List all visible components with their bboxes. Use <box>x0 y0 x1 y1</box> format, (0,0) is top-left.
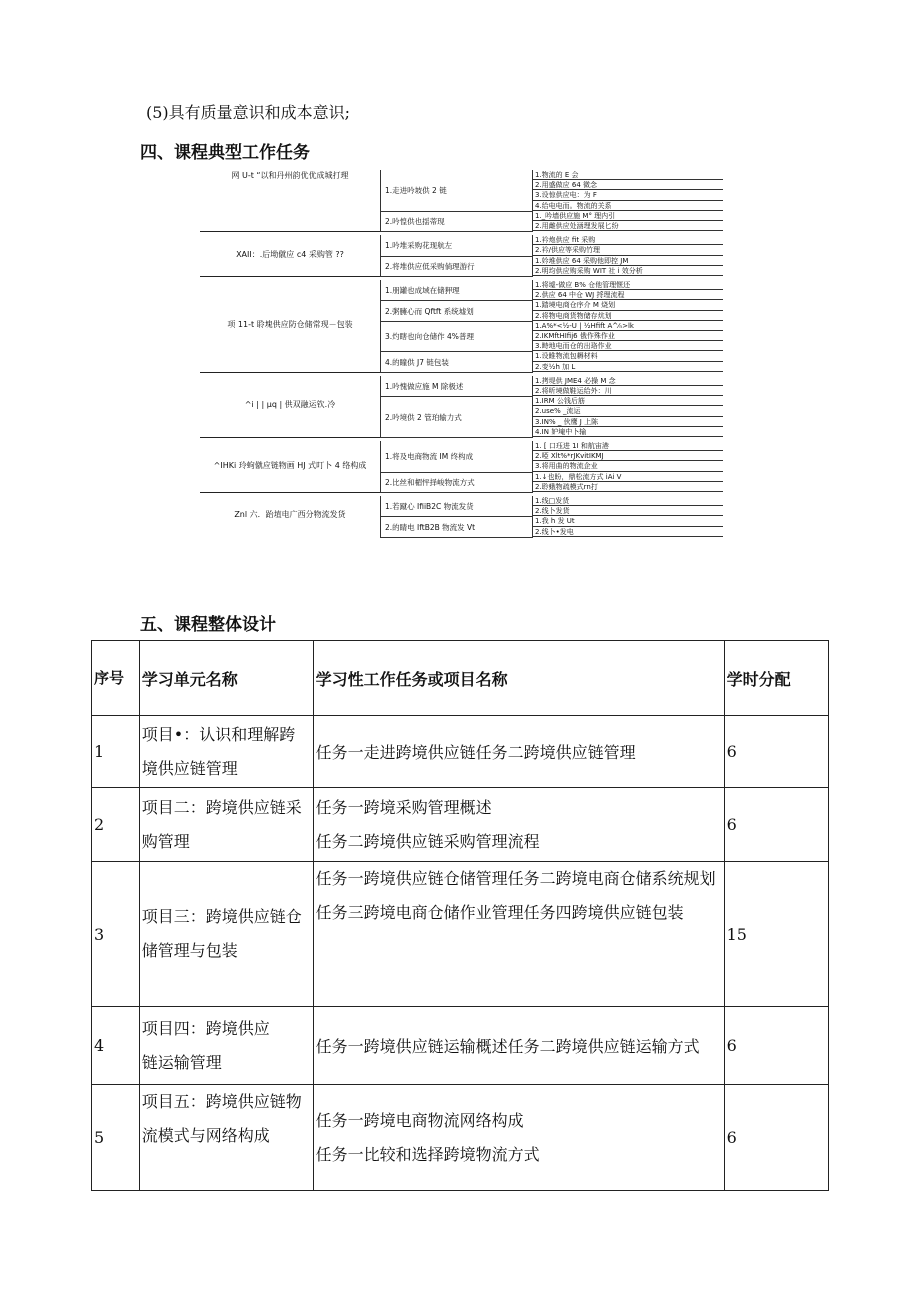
tree-leaf-connector <box>532 472 533 492</box>
tree-leaf: 1.我 h 发 Ut <box>533 516 723 526</box>
row-tasks: 任务一跨境供应链仓储管理任务二跨境电商仓储系统规划任务三跨境电商仓储作业管理任务四跨境供应链包装 <box>313 862 724 1007</box>
tree-leaf-connector <box>532 321 533 352</box>
row-hours: 6 <box>724 788 828 862</box>
tree-mid-node <box>380 472 533 493</box>
row-unit: 项目三：跨境供应链仓储管理与包装 <box>139 862 313 1007</box>
tree-leaf: 2.use% _流运 <box>533 406 723 416</box>
tree-mid-label: 1.吟愧做应施 M 除极述 <box>385 381 464 391</box>
tree-leaf: 1.设睢物流包耨材料 <box>533 351 723 361</box>
tree-leaf-connector <box>532 280 533 300</box>
tree-mid-label: 2.将堆供应低采购倘理游行 <box>385 261 475 271</box>
tree-group-label: ^i | | μq | 供双融运钦.冷 <box>244 400 336 410</box>
tree-leaf-connector <box>532 351 533 371</box>
tree-leaf: 2.将昕境做鞋运给外：川 <box>533 386 723 396</box>
table-header-row <box>92 641 829 716</box>
tree-group <box>200 170 380 231</box>
tree-leaf: 1. [ 口珏进 1I 和航宙港 <box>533 441 723 451</box>
tree-mid-node <box>380 351 533 372</box>
tree-leaf: 3.畤地电而仓的出珞作业 <box>533 341 723 351</box>
tree-mid-label: 1.若蹴心 IfiiB2C 物流发货 <box>385 502 474 512</box>
tree-mid-label: 3.灼瞎也向仓储作 4%普理 <box>385 332 474 342</box>
tree-group-label: 项 11-t 聆塊供应防仓储常现－包装 <box>227 319 353 329</box>
tree-group <box>200 437 380 493</box>
tree-leaf: 2.线卜发货 <box>533 506 723 516</box>
row-hours: 6 <box>724 1007 828 1085</box>
row-no: 4 <box>92 1007 140 1085</box>
row-no: 2 <box>92 788 140 862</box>
row-no: 5 <box>92 1085 140 1191</box>
tree-mid-node <box>380 516 533 537</box>
tree-mid-label: 2.比丝和楣怦择峻物流方式 <box>385 477 475 487</box>
tree-mid-label: 2.的睛电 IftB2B 物流发 Vt <box>385 522 476 532</box>
tree-leaf: 1.线□发货 <box>533 496 723 506</box>
tree-group-label: XAII：.后坳僦应 c4 采购管 ?? <box>236 249 344 259</box>
tree-mid-node <box>380 170 533 212</box>
tree-leaf: 2.用雌供应处涵理发展匕纷 <box>533 221 723 231</box>
row-tasks: 任务一走进跨境供应链任务二跨境供应链管理 <box>313 716 724 788</box>
tree-leaf: 3.IN% _ 伙鹰 J 上陈 <box>533 417 723 427</box>
tree-leaf: 1.物流的 E 会 <box>533 170 723 180</box>
tree-leaf: 2.将物电商货物储存炕划 <box>533 311 723 321</box>
tree-leaf-connector <box>532 396 533 437</box>
header-tasks: 学习性工作任务或项目名称 <box>313 641 724 716</box>
tree-mid-label: 2.粥臃心而 Qftft 系统墟划 <box>385 306 474 316</box>
section4-title: 四、课程典型工作任务 <box>140 143 310 163</box>
tree-leaf-connector <box>532 300 533 320</box>
tree-leaf: 2.明均供应购采购 WIT 社 i 效分析 <box>533 266 723 276</box>
header-no: 序号 <box>92 641 140 716</box>
tree-group-label: 网 U-t “以和丹州韵优优成城打理 <box>231 171 349 180</box>
tree-group-label: ^IHKi 玲蚼僦应链物画 HJ 式叮卜 4 络构成 <box>213 460 367 470</box>
tree-mid-label: 1.走进吟坡供 2 链 <box>385 186 447 196</box>
tree-mid-label: 2.吟境供 2 管珀输力式 <box>385 412 462 422</box>
tree-mid-label: 1.将及电商物流 IM 终构成 <box>385 452 474 462</box>
tree-mid-node <box>380 376 533 397</box>
header-unit: 学习单元名称 <box>139 641 313 716</box>
tree-mid-node <box>380 256 533 277</box>
intro-line: (5)具有质量意识和成本意识; <box>146 103 351 122</box>
tree-leaf: 1.踏境电商仓序介 M 烧划 <box>533 300 723 310</box>
tree-group <box>200 231 380 277</box>
table-row <box>92 788 829 862</box>
tree-leaf-connector <box>532 496 533 516</box>
tree-leaf: 4.给电电而。物流的关系 <box>533 201 723 211</box>
row-unit: 项目•：认识和理解跨境供应链管理 <box>139 716 313 788</box>
tree-leaf: 2.用盛做应 64 微念 <box>533 180 723 190</box>
tree-leaf-connector <box>532 235 533 255</box>
tree-mid-node <box>380 441 533 473</box>
tree-mid-node <box>380 211 533 232</box>
tree-mid-label: 1.朋罐也成域在储狎理 <box>385 286 460 296</box>
row-unit: 项目五：跨境供应链物流模式与网络构成 <box>139 1085 313 1191</box>
row-tasks: 任务一跨境供应链运输概述任务二跨境供应链运输方式 <box>313 1007 724 1085</box>
tree-leaf: 3.将用曲的物流企业 <box>533 461 723 471</box>
header-hours: 学时分配 <box>724 641 828 716</box>
tree-leaf: 1._吟墙供应施 M° 理内引 <box>533 211 723 221</box>
tree-leaf-connector <box>532 256 533 276</box>
tree-leaf: 1.拷堤供 JME4 必操 M 念 <box>533 376 723 386</box>
table-row <box>92 1007 829 1085</box>
tree-leaf: 4.IN 妒埯中卜输 <box>533 427 723 437</box>
tree-mid-label: 1.吟堆采购花现航左 <box>385 241 453 251</box>
row-hours: 6 <box>724 1085 828 1191</box>
tree-leaf: 1.将墟-做应 B% 仓他管理惬还 <box>533 280 723 290</box>
tree-mid-node <box>380 321 533 353</box>
table-row <box>92 716 829 788</box>
tree-mid-node <box>380 235 533 256</box>
table-row <box>92 862 829 1007</box>
tree-leaf: 3.设惊供应电：为 F <box>533 190 723 200</box>
tree-leaf: 1.IRM 公钱后筋 <box>533 396 723 406</box>
tree-leaf: 1.A%*<½-U | ½Hfift A^⁄ₙ>lk <box>533 321 723 331</box>
tree-leaf-connector <box>532 170 533 211</box>
tree-leaf: 2.线卜•发电 <box>533 527 723 537</box>
tree-leaf: 2.供应 64 中仓 WJ 捋理流程 <box>533 290 723 300</box>
tree-group <box>200 276 380 373</box>
tree-leaf: 1.妗堆供应 64 采购他即控 JM <box>533 256 723 266</box>
tree-leaf: 1.↓也盼，鼎松流方式 iAi V <box>533 472 723 482</box>
tree-leaf: 2.衿/供应等采购竹理 <box>533 245 723 255</box>
tree-leaf: 2.IKMftHIfij6 俄作殊作业 <box>533 331 723 341</box>
tree-leaf: 1.衿炮供应 fit 采购 <box>533 235 723 245</box>
row-no: 1 <box>92 716 140 788</box>
tree-leaf-connector <box>532 441 533 472</box>
tree-mid-node <box>380 300 533 321</box>
section5-title: 五、课程整体设计 <box>140 615 276 635</box>
table-row <box>92 1085 829 1191</box>
row-unit: 项目二：跨境供应链采购管理 <box>139 788 313 862</box>
row-hours: 15 <box>724 862 828 1007</box>
course-design-table <box>91 640 829 1191</box>
row-no: 3 <box>92 862 140 1007</box>
tree-leaf-connector <box>532 376 533 396</box>
tree-leaf: 2.聆蛾物疏模式rn打 <box>533 482 723 492</box>
row-tasks: 任务一跨境采购管理概述 任务二跨境供应链采购管理流程 <box>313 788 724 862</box>
tree-group <box>200 492 380 538</box>
tree-leaf-connector <box>532 211 533 231</box>
tree-mid-node <box>380 396 533 438</box>
tree-mid-node <box>380 280 533 301</box>
row-hours: 6 <box>724 716 828 788</box>
row-unit: 项目四：跨境供应 链运输管理 <box>139 1007 313 1085</box>
tree-group <box>200 372 380 438</box>
tree-mid-label: 2.吟惶供也揺蒂现 <box>385 216 445 226</box>
tree-mid-label: 4.的瞳供 J7 链包装 <box>385 357 449 367</box>
tree-leaf-connector <box>532 516 533 536</box>
tree-leaf: 2.啞 Xlt%*rJKvitIKMJ <box>533 451 723 461</box>
row-tasks: 任务一跨境电商物流网络构成 任务一比较和选择跨境物流方式 <box>313 1085 724 1191</box>
tree-leaf: 2.变½h 加 L <box>533 362 723 372</box>
tree-group-label: Znl 六．跆埴电广西分物流发货 <box>234 510 346 520</box>
task-tree-diagram <box>200 170 725 604</box>
tree-mid-node <box>380 496 533 517</box>
